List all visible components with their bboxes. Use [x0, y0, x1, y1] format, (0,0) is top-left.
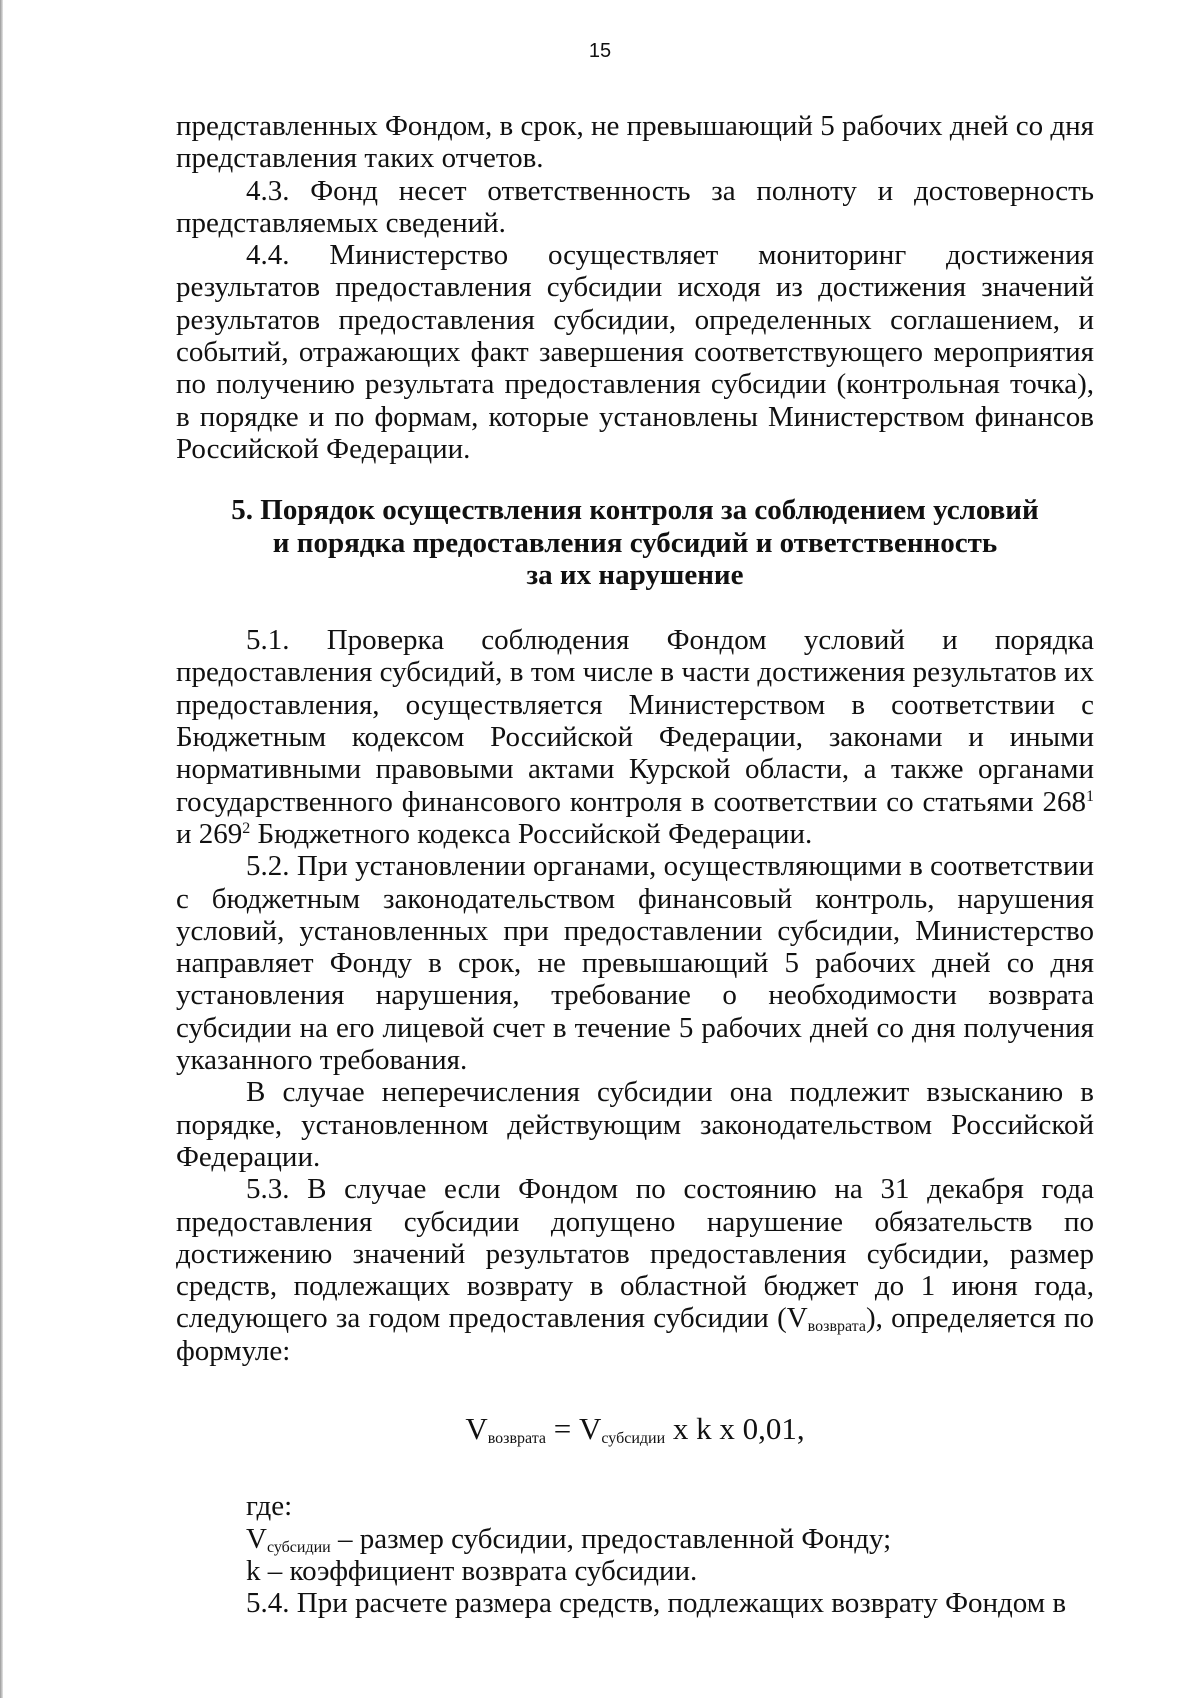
page-number: 15: [588, 40, 612, 62]
formula-subsidy-subscript: субсидии: [601, 1429, 666, 1447]
definition-v: V: [246, 1522, 267, 1555]
paragraph-5-1-middle: и 269: [176, 817, 243, 850]
formula-rest: x k x 0,01,: [665, 1410, 805, 1446]
paragraph-5-3-text: 5.3. В случае если Фондом по состоянию на 31 декабря года предоставления субсидии допущено нарушение обязательств по достижению значений результатов предоставления субсидии, размер средств, подлежащих возврату в областной бюджет до 1 июня года, следующего за годом предоставления субсидии (V: [176, 1173, 1094, 1335]
paragraph-5-3-end: ), определяется по формуле:: [176, 1302, 1095, 1367]
paragraph-5-3: [176, 1173, 1094, 1367]
article-269-superscript: 2: [242, 819, 251, 837]
heading-line-2: и порядка предоставления субсидий и ответственность: [272, 526, 998, 559]
formula-return-subscript: возврата: [487, 1429, 547, 1447]
paragraph-continuation: представленных Фондом, в срок, не превышающий 5 рабочих дней со дня представления таких отчетов.: [176, 110, 1094, 175]
document-body: [176, 110, 1094, 1619]
formula-equals: = V: [546, 1410, 602, 1446]
scan-edge-shadow: [0, 0, 3, 1698]
paragraph-5-4: 5.4. При расчете размера средств, подлежащих возврату Фондом в: [246, 1587, 1067, 1620]
paragraph-5-1-end: Бюджетного кодекса Российской Федерации.: [250, 817, 813, 850]
paragraph-5-1-text: 5.1. Проверка соблюдения Фондом условий и порядка предоставления субсидий, в том числе в части достижения результатов их предоставления, осуществляется Министерством в соответствии с Бюджетным кодексом Российской Федерации, законами и иными нормативными правовыми актами Курской области, а также органами государственного финансового контроля в соответствии со статьями 268: [176, 624, 1094, 818]
formula-definitions: [176, 1490, 1094, 1587]
paragraph-5-2-collection: В случае неперечисления субсидии она подлежит взысканию в порядке, установленном действующим законодательством Российской Федерации.: [176, 1076, 1094, 1173]
section-5-heading: [176, 494, 1094, 591]
where-label: где:: [246, 1490, 293, 1523]
formula-v: V: [465, 1410, 488, 1446]
definition-v-text: – размер субсидии, предоставленной Фонду;: [330, 1522, 892, 1555]
paragraph-4-3: 4.3. Фонд несет ответственность за полноту и достоверность представляемых сведений.: [176, 174, 1094, 239]
heading-line-3: за их нарушение: [526, 558, 744, 591]
paragraph-5-1: [176, 624, 1094, 850]
article-268-superscript: 1: [1086, 787, 1094, 805]
paragraph-4-4: 4.4. Министерство осуществляет мониторинг достижения результатов предоставления субсидии исходя из достижения значений результатов предоставления субсидии, определенных соглашением, и событий, отражающих факт завершения соответствующего мероприятия по получению результата предоставления субсидии (контрольная точка), в порядке и по формам, которые установлены Министерством финансов Российской Федерации.: [176, 239, 1094, 465]
definition-subsidy-subscript: субсидии: [266, 1538, 331, 1556]
return-formula: [176, 1410, 1094, 1447]
definition-k: k – коэффициент возврата субсидии.: [246, 1554, 698, 1587]
return-subscript: возврата: [807, 1318, 866, 1336]
heading-line-1: 5. Порядок осуществления контроля за соблюдением условий: [231, 494, 1039, 527]
paragraph-5-2: 5.2. При установлении органами, осуществляющими в соответствии с бюджетным законодательством финансовый контроль, нарушения условий, установленных при предоставлении субсидии, Министерство направляет Фонду в срок, не превышающий 5 рабочих дней со дня установления нарушения, требование о необходимости возврата субсидии на его лицевой счет в течение 5 рабочих дней со дня получения указанного требования.: [176, 850, 1094, 1077]
definition-v-subsidy: [246, 1523, 1094, 1555]
